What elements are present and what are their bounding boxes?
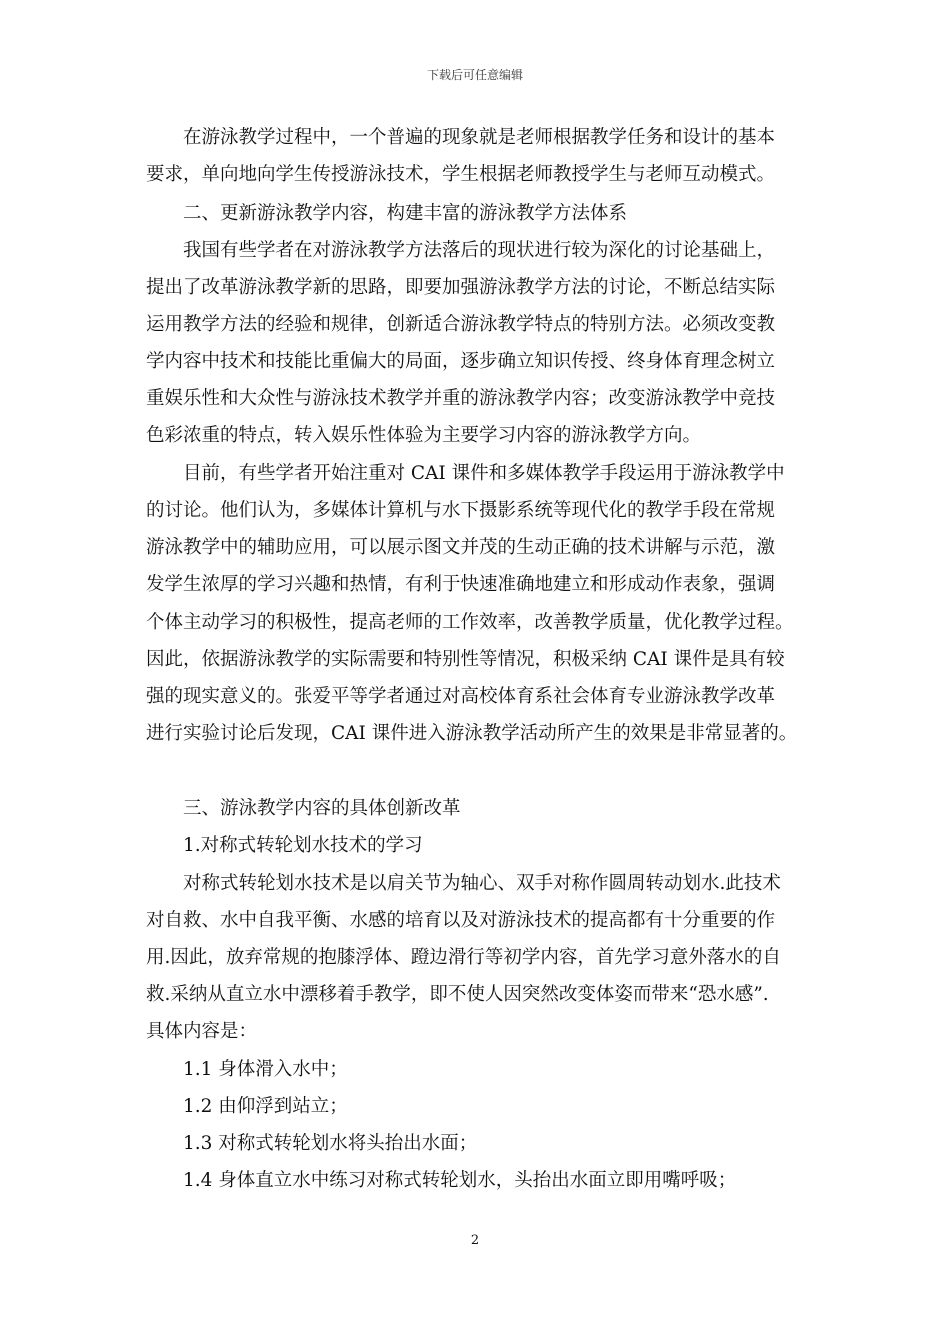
page-number: 2: [470, 1233, 480, 1248]
page-header: 下载后可任意编辑: [426, 68, 523, 82]
list-item: 1.2 由仰浮到站立；: [183, 1096, 348, 1117]
text-line: 运用教学方法的经验和规律，创新适合游泳教学特点的特别方法。必须改变教: [146, 314, 776, 335]
text-line: 用.因此，放弃常规的抱膝浮体、蹬边滑行等初学内容，首先学习意外落水的自: [146, 947, 781, 968]
text-line: 游泳教学中的辅助应用，可以展示图文并茂的生动正确的技术讲解与示范，激: [146, 537, 776, 558]
text-line: 对自救、水中自我平衡、水感的培育以及对游泳技术的提高都有十分重要的作: [146, 910, 776, 931]
text-line: 重娱乐性和大众性与游泳技术教学并重的游泳教学内容；改变游泳教学中竞技: [146, 388, 776, 409]
text-line: 学内容中技术和技能比重偏大的局面，逐步确立知识传授、终身体育理念树立: [146, 351, 776, 372]
section-heading: 三、游泳教学内容的具体创新改革: [183, 798, 461, 819]
text-line: 具体内容是：: [146, 1021, 258, 1042]
text-line: 强的现实意义的。张爱平等学者通过对高校体育系社会体育专业游泳教学改革: [146, 686, 776, 707]
text-line: 进行实验讨论后发现，CAI 课件进入游泳教学活动所产生的效果是非常显著的。: [146, 723, 798, 744]
section-heading: 二、更新游泳教学内容，构建丰富的游泳教学方法体系: [183, 203, 628, 224]
text-line: 因此，依据游泳教学的实际需要和特别性等情况，积极采纳 CAI 课件是具有较: [146, 649, 785, 670]
list-item: 1.4 身体直立水中练习对称式转轮划水，头抬出水面立即用嘴呼吸；: [183, 1170, 737, 1191]
text-line: 对称式转轮划水技术是以肩关节为轴心、双手对称作圆周转动划水.此技术: [183, 873, 781, 894]
list-item: 1.3 对称式转轮划水将头抬出水面；: [183, 1133, 478, 1154]
text-line: 我国有些学者在对游泳教学方法落后的现状进行较为深化的讨论基础上，: [183, 240, 776, 261]
subsection-heading: 1.对称式转轮划水技术的学习: [183, 835, 423, 856]
list-item: 1.1 身体滑入水中；: [183, 1059, 348, 1080]
text-line: 色彩浓重的特点，转入娱乐性体验为主要学习内容的游泳教学方向。: [146, 425, 702, 446]
text-line: 发学生浓厚的学习兴趣和热情，有利于快速准确地建立和形成动作表象，强调: [146, 574, 776, 595]
text-line: 在游泳教学过程中，一个普遍的现象就是老师根据教学任务和设计的基本: [183, 127, 776, 148]
text-line: 救.采纳从直立水中漂移着手教学，即不使人因突然改变体姿而带来“恐水感”.: [146, 984, 769, 1005]
text-line: 个体主动学习的积极性，提高老师的工作效率，改善教学质量，优化教学过程。: [146, 612, 794, 633]
text-line: 要求，单向地向学生传授游泳技术，学生根据老师教授学生与老师互动模式。: [146, 164, 776, 185]
text-line: 提出了改革游泳教学新的思路，即要加强游泳教学方法的讨论，不断总结实际: [146, 277, 776, 298]
text-line: 目前，有些学者开始注重对 CAI 课件和多媒体教学手段运用于游泳教学中: [183, 463, 785, 484]
text-line: 的讨论。他们认为，多媒体计算机与水下摄影系统等现代化的教学手段在常规: [146, 500, 776, 521]
